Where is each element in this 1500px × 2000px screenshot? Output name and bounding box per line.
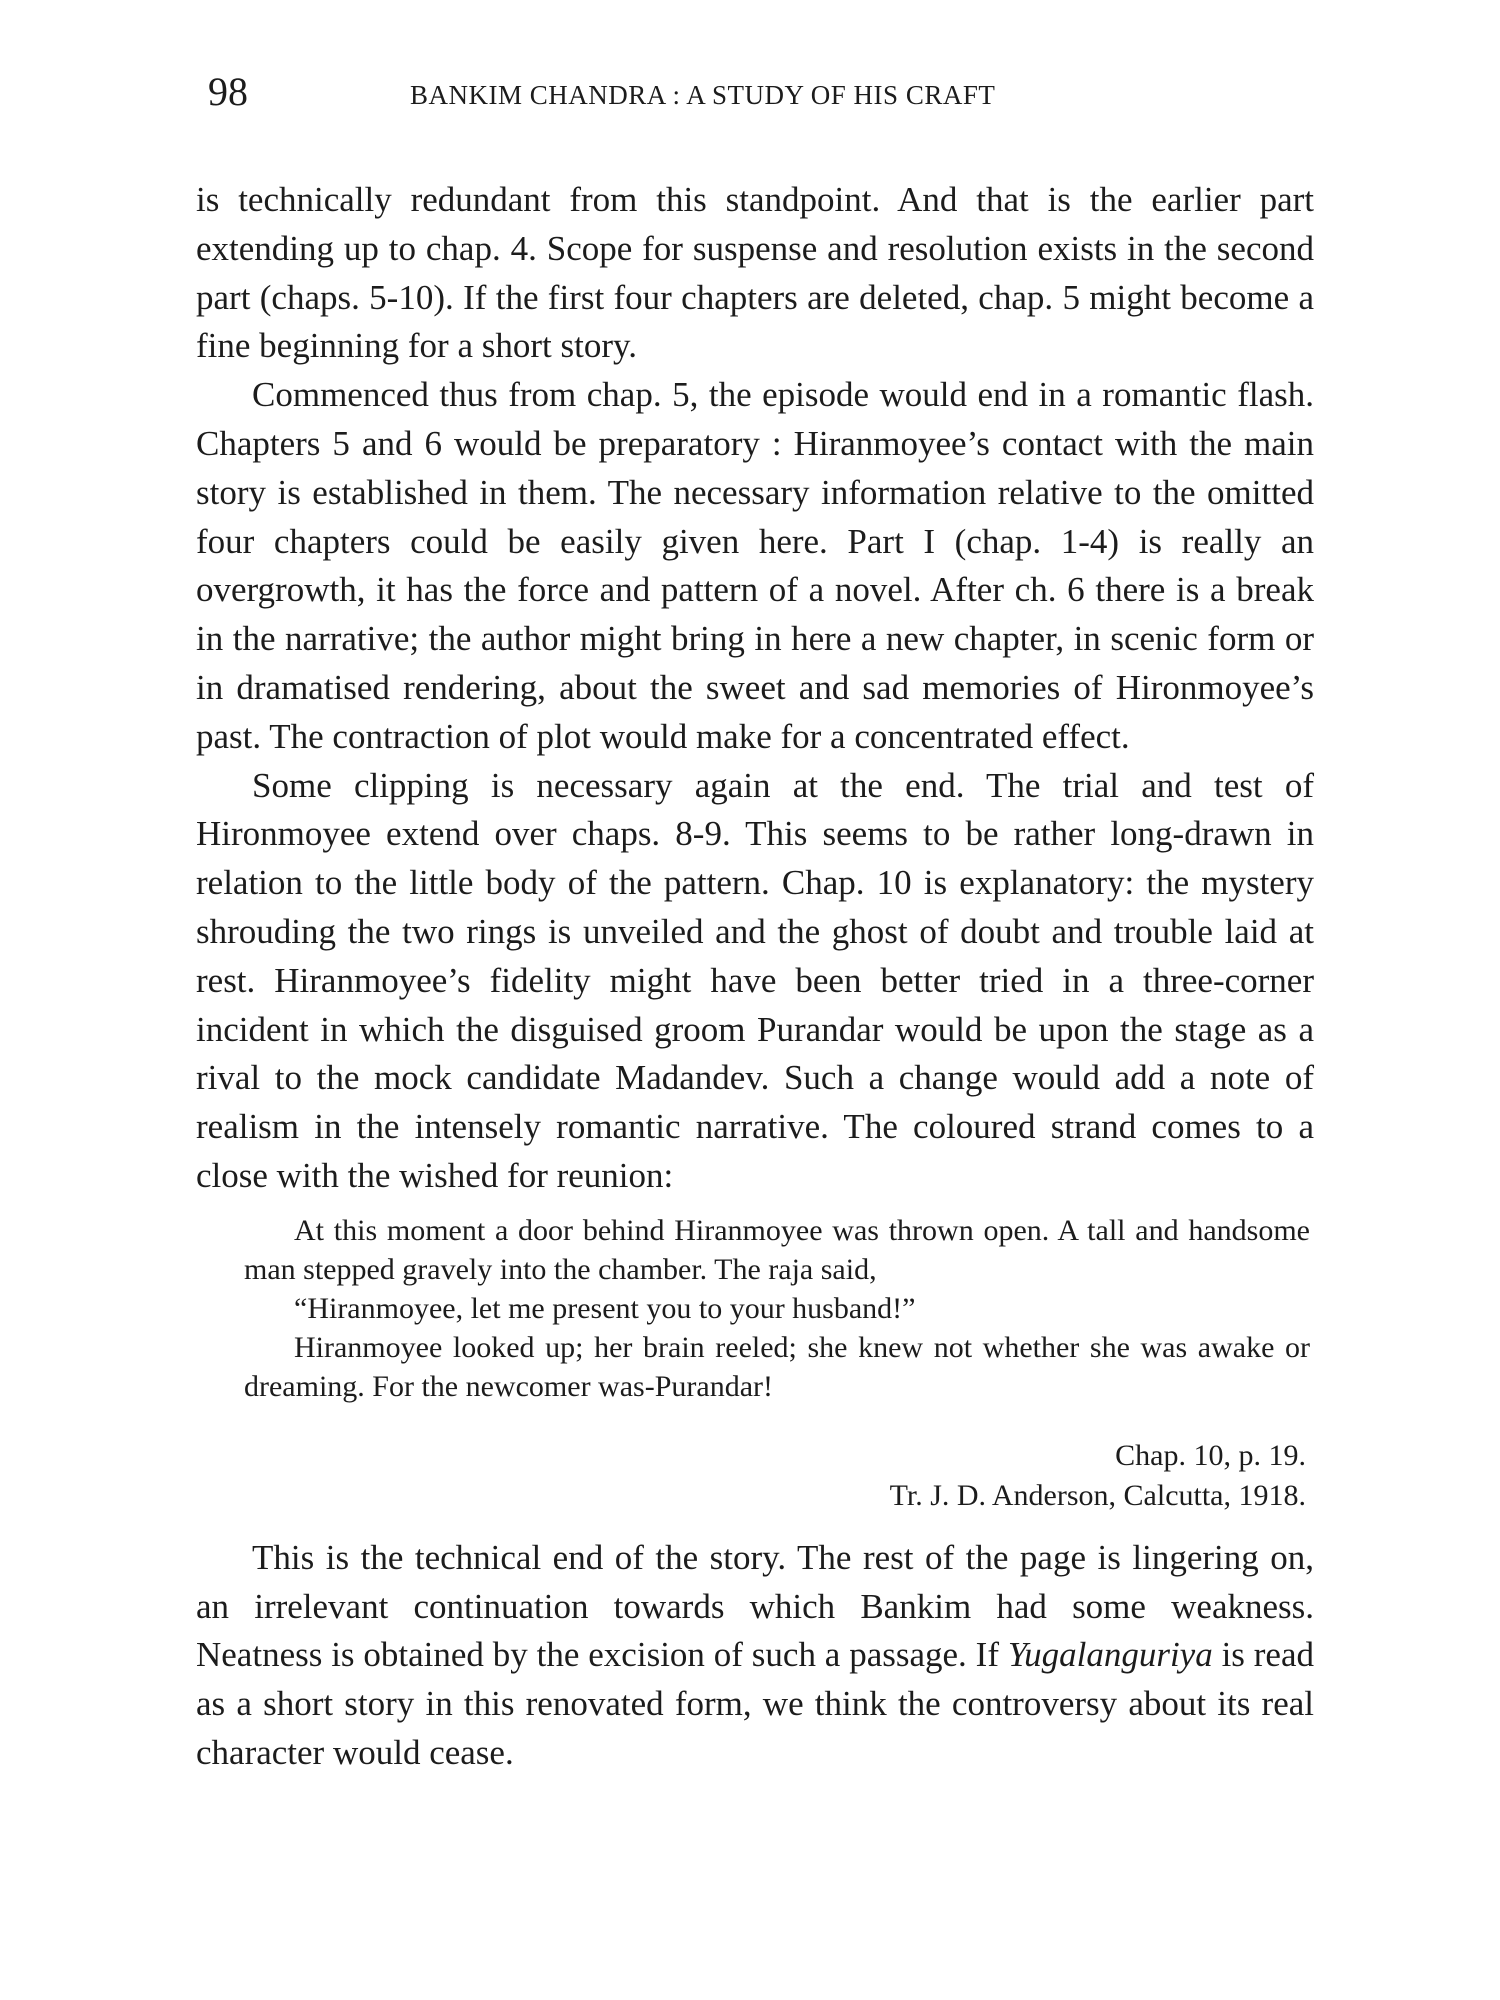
running-title: BANKIM CHANDRA : A STUDY OF HIS CRAFT — [410, 80, 996, 110]
page-number: 98 — [208, 69, 248, 114]
paragraph-technical-end — [196, 1534, 1314, 1778]
body-text — [196, 176, 1314, 1778]
quote-citation-translator: Tr. J. D. Anderson, Calcutta, 1918. — [889, 1478, 1306, 1512]
quote-line: At this moment a door behind Hiranmoyee was thrown open. A tall and handsome man stepped gravely into the chamber. The raja said, — [244, 1213, 1310, 1286]
quote-citation-chapter: Chap. 10, p. 19. — [1115, 1438, 1306, 1472]
book-title-italic: Yugalanguriya — [1007, 1635, 1213, 1675]
final-text-before: This is the technical end of the story. The rest of the page is lingering on, an irrelevant continuation towards which Bankim had some weakness. Neatness is obtained by the excision of such a passage. If — [196, 1537, 1314, 1675]
paragraph-clipping: Some clipping is necessary again at the end. The trial and test of Hironmoyee extend over chaps. 8-9. This seems to be rather long-drawn in relation to the little body of the pattern. Chap. 10 is explanatory: the mystery shrouding the two rings is unveiled and the ghost of doubt and trouble laid at rest. Hiranmoyee’s fidelity might have been better tried in a three-corner incident in which the disguised groom Purandar would be upon the stage as a rival to the mock candidate Madandev. Such a change would add a note of realism in the intensely romantic narrative. The coloured strand comes to a close with the wished for reunion: — [196, 765, 1314, 1195]
quote-line: Hiranmoyee looked up; her brain reeled; she knew not whether she was awake or dreaming. For the newcomer was-Purandar! — [244, 1330, 1310, 1403]
quote-line: “Hiranmoyee, let me present you to your husband!” — [294, 1291, 916, 1325]
paragraph-commenced: Commenced thus from chap. 5, the episode would end in a romantic flash. Chapters 5 and 6 would be preparatory : Hiranmoyee’s contact with the main story is established in them. The necessary information relative to the omitted four chapters could be easily given here. Part I (chap. 1-4) is really an overgrowth, it has the force and pattern of a novel. After ch. 6 there is a break in the narrative; the author might bring in here a new chapter, in scenic form or in dramatised rendering, about the sweet and sad memories of Hironmoyee’s past. The contraction of plot would make for a concentrated effect. — [196, 375, 1314, 756]
final-text-after: is read as a short story in this renovated form, we think the controversy about its real character would cease. — [196, 1635, 1314, 1772]
block-quote — [196, 1211, 1314, 1516]
paragraph-continuation: is technically redundant from this standpoint. And that is the earlier part extending up to chap. 4. Scope for suspense and resolution exists in the second part (chaps. 5-10). If the first four chapters are deleted, chap. 5 might become a fine beginning for a short story. — [196, 180, 1314, 366]
